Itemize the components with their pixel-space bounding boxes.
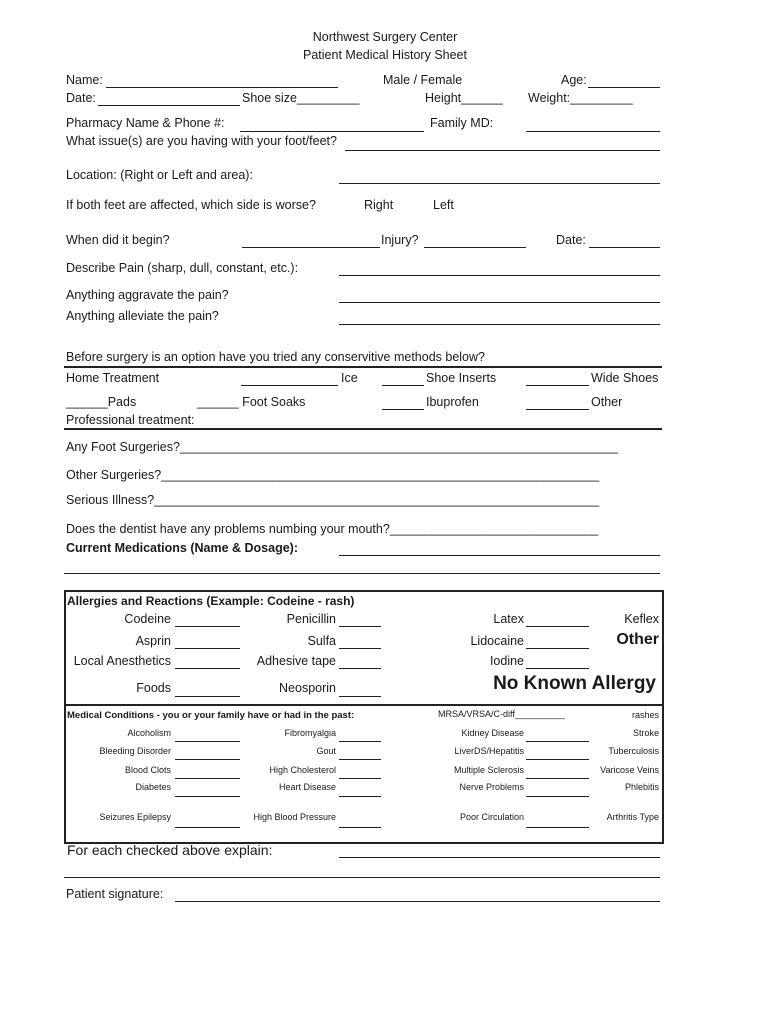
foot-soaks-label[interactable]: ______ Foot Soaks <box>197 395 306 409</box>
alleviate-label: Anything alleviate the pain? <box>66 309 219 323</box>
form-subtitle: Patient Medical History Sheet <box>303 48 467 62</box>
sex-label: Male / Female <box>383 73 463 87</box>
condition-cholesterol-field[interactable] <box>339 778 381 779</box>
condition-circulation-field[interactable] <box>526 827 589 828</box>
allergy-keflex-label: Keflex <box>624 612 659 626</box>
allergy-foods-label: Foods <box>136 681 171 695</box>
condition-ms-field[interactable] <box>526 778 589 779</box>
condition-gout-label: Gout <box>316 746 336 756</box>
explain-field-2[interactable] <box>64 877 660 878</box>
date-label: Date: <box>66 91 96 105</box>
conditions-heading: Medical Conditions - you or your family have or had in the past: <box>67 710 355 721</box>
ibuprofen-label: Ibuprofen <box>426 395 479 409</box>
condition-gout-field[interactable] <box>339 759 381 760</box>
describe-pain-field[interactable] <box>339 275 660 276</box>
condition-nerve-field[interactable] <box>526 796 589 797</box>
allergy-local-anesthetics-label: Local Anesthetics <box>73 654 171 668</box>
condition-circulation-label: Poor Circulation <box>459 812 524 822</box>
name-label: Name: <box>66 73 103 87</box>
aggravate-field[interactable] <box>339 302 660 303</box>
condition-arthritis-label: Arthritis Type <box>606 812 659 822</box>
condition-seizures-field[interactable] <box>175 827 240 828</box>
condition-liver-field[interactable] <box>526 759 589 760</box>
right-option[interactable]: Right <box>364 198 394 212</box>
condition-tuberculosis-label: Tuberculosis <box>608 746 659 756</box>
condition-alcoholism-field[interactable] <box>175 741 240 742</box>
condition-cholesterol-label: High Cholesterol <box>269 765 336 775</box>
section-divider <box>64 366 662 368</box>
condition-bleeding-field[interactable] <box>175 759 240 760</box>
issue-field[interactable] <box>345 150 660 151</box>
allergy-iodine-label: Iodine <box>489 654 524 668</box>
allergy-foods-field[interactable] <box>175 696 240 697</box>
medications-field-2[interactable] <box>64 573 660 574</box>
condition-heart-label: Heart Disease <box>278 782 336 792</box>
condition-blood-clots-field[interactable] <box>175 778 240 779</box>
injury-field[interactable] <box>424 247 526 248</box>
begin-label: When did it begin? <box>66 233 170 247</box>
aggravate-label: Anything aggravate the pain? <box>66 288 229 302</box>
explain-label: For each checked above explain: <box>67 842 273 858</box>
form-title: Northwest Surgery Center <box>312 30 458 44</box>
pharmacy-label: Pharmacy Name & Phone #: <box>66 116 225 130</box>
allergy-neosporin-label: Neosporin <box>279 681 336 695</box>
allergy-iodine-field[interactable] <box>526 668 589 669</box>
condition-alcoholism-label: Alcoholism <box>127 728 171 738</box>
weight-label[interactable]: Weight:_________ <box>528 91 633 105</box>
name-field[interactable] <box>106 87 338 88</box>
condition-bleeding-label: Bleeding Disorder <box>99 746 171 756</box>
dentist-label[interactable]: Does the dentist have any problems numbing your mouth?______________________________ <box>66 522 599 536</box>
allergy-sulfa-label: Sulfa <box>307 634 336 648</box>
allergy-asprin-field[interactable] <box>175 648 240 649</box>
age-field[interactable] <box>588 87 660 88</box>
describe-pain-label: Describe Pain (sharp, dull, constant, etc.): <box>66 261 299 275</box>
left-option[interactable]: Left <box>433 198 454 212</box>
allergy-codeine-label: Codeine <box>124 612 171 626</box>
condition-fibromyalgia-label: Fibromyalgia <box>284 728 336 738</box>
condition-seizures-label: Seizures Epilepsy <box>99 812 171 822</box>
ibuprofen-field[interactable] <box>382 409 424 410</box>
medications-label: Current Medications (Name & Dosage): <box>66 541 298 555</box>
shoe-inserts-label: Shoe Inserts <box>426 371 497 385</box>
location-label: Location: (Right or Left and area): <box>66 168 253 182</box>
date-field[interactable] <box>98 105 240 106</box>
allergy-lidocaine-field[interactable] <box>526 648 589 649</box>
allergy-sulfa-field[interactable] <box>339 648 381 649</box>
ice-label: Ice <box>341 371 358 385</box>
condition-fibromyalgia-field[interactable] <box>339 741 381 742</box>
family-md-field[interactable] <box>526 131 660 132</box>
condition-bp-label: High Blood Pressure <box>253 812 336 822</box>
condition-nerve-label: Nerve Problems <box>459 782 524 792</box>
injury-label: Injury? <box>381 233 419 247</box>
allergy-local-anesthetics-field[interactable] <box>175 668 240 669</box>
condition-ms-label: Multiple Sclerosis <box>453 765 524 775</box>
wide-shoes-field[interactable] <box>526 385 589 386</box>
height-label[interactable]: Height______ <box>425 91 503 105</box>
injury-date-label: Date: <box>556 233 586 247</box>
other-surgeries-label[interactable]: Other Surgeries?_______________________________________________________________ <box>66 468 600 482</box>
professional-treatment-label: Professional treatment: <box>66 413 195 427</box>
alleviate-field[interactable] <box>339 324 660 325</box>
condition-diabetes-label: Diabetes <box>135 782 171 792</box>
allergy-latex-label: Latex <box>493 612 524 626</box>
medications-field[interactable] <box>339 555 660 556</box>
shoe-size-label[interactable]: Shoe size_________ <box>242 91 360 105</box>
condition-blood-clots-label: Blood Clots <box>124 765 171 775</box>
allergy-penicillin-field[interactable] <box>339 626 381 627</box>
location-field[interactable] <box>339 183 660 184</box>
allergy-latex-field[interactable] <box>526 626 589 627</box>
no-known-allergy-label[interactable]: No Known Allergy <box>493 673 656 694</box>
serious-illness-label[interactable]: Serious Illness?________________________________________________________________ <box>66 493 600 507</box>
section-divider <box>64 428 662 430</box>
conservative-question: Before surgery is an option have you tried any conservitive methods below? <box>66 350 485 364</box>
allergy-codeine-field[interactable] <box>175 626 240 627</box>
allergy-adhesive-tape-field[interactable] <box>339 668 381 669</box>
allergy-asprin-label: Asprin <box>135 634 171 648</box>
condition-stroke-label: Stroke <box>632 728 659 738</box>
condition-liver-label: LiverDS/Hepatitis <box>454 746 524 756</box>
allergy-other-label: Other <box>616 631 659 648</box>
pharmacy-field[interactable] <box>240 131 424 132</box>
condition-kidney-field[interactable] <box>526 741 589 742</box>
foot-surgeries-label[interactable]: Any Foot Surgeries?_______________________________________________________________ <box>66 440 618 454</box>
signature-field[interactable] <box>175 901 660 902</box>
other-label: Other <box>591 395 623 409</box>
age-label: Age: <box>561 73 587 87</box>
family-md-label: Family MD: <box>430 116 494 130</box>
condition-diabetes-field[interactable] <box>175 796 240 797</box>
section-divider <box>64 704 662 706</box>
injury-date-field[interactable] <box>589 247 660 248</box>
condition-heart-field[interactable] <box>339 796 381 797</box>
explain-field[interactable] <box>339 857 660 858</box>
condition-bp-field[interactable] <box>339 827 381 828</box>
home-treatment-field[interactable] <box>241 385 338 386</box>
pads-label[interactable]: ______Pads <box>66 395 137 409</box>
allergies-heading: Allergies and Reactions (Example: Codeine - rash) <box>67 594 355 608</box>
allergy-adhesive-tape-label: Adhesive tape <box>256 654 336 668</box>
allergy-neosporin-field[interactable] <box>339 696 381 697</box>
worse-side-label: If both feet are affected, which side is worse? <box>66 198 316 212</box>
allergy-lidocaine-label: Lidocaine <box>470 634 524 648</box>
other-field[interactable] <box>526 409 589 410</box>
condition-kidney-label: Kidney Disease <box>461 728 524 738</box>
condition-mrsa-label[interactable]: MRSA/VRSA/C-diff__________ <box>438 709 565 719</box>
condition-phlebitis-label: Phlebitis <box>624 782 659 792</box>
condition-rashes-label: rashes <box>631 710 659 720</box>
shoe-inserts-field[interactable] <box>382 385 424 386</box>
home-treatment-label: Home Treatment <box>66 371 160 385</box>
begin-field[interactable] <box>242 247 380 248</box>
condition-varicose-label: Varicose Veins <box>600 765 659 775</box>
signature-label: Patient signature: <box>66 887 164 901</box>
allergy-penicillin-label: Penicillin <box>286 612 336 626</box>
issue-label: What issue(s) are you having with your foot/feet? <box>66 134 337 148</box>
wide-shoes-label: Wide Shoes <box>591 371 659 385</box>
